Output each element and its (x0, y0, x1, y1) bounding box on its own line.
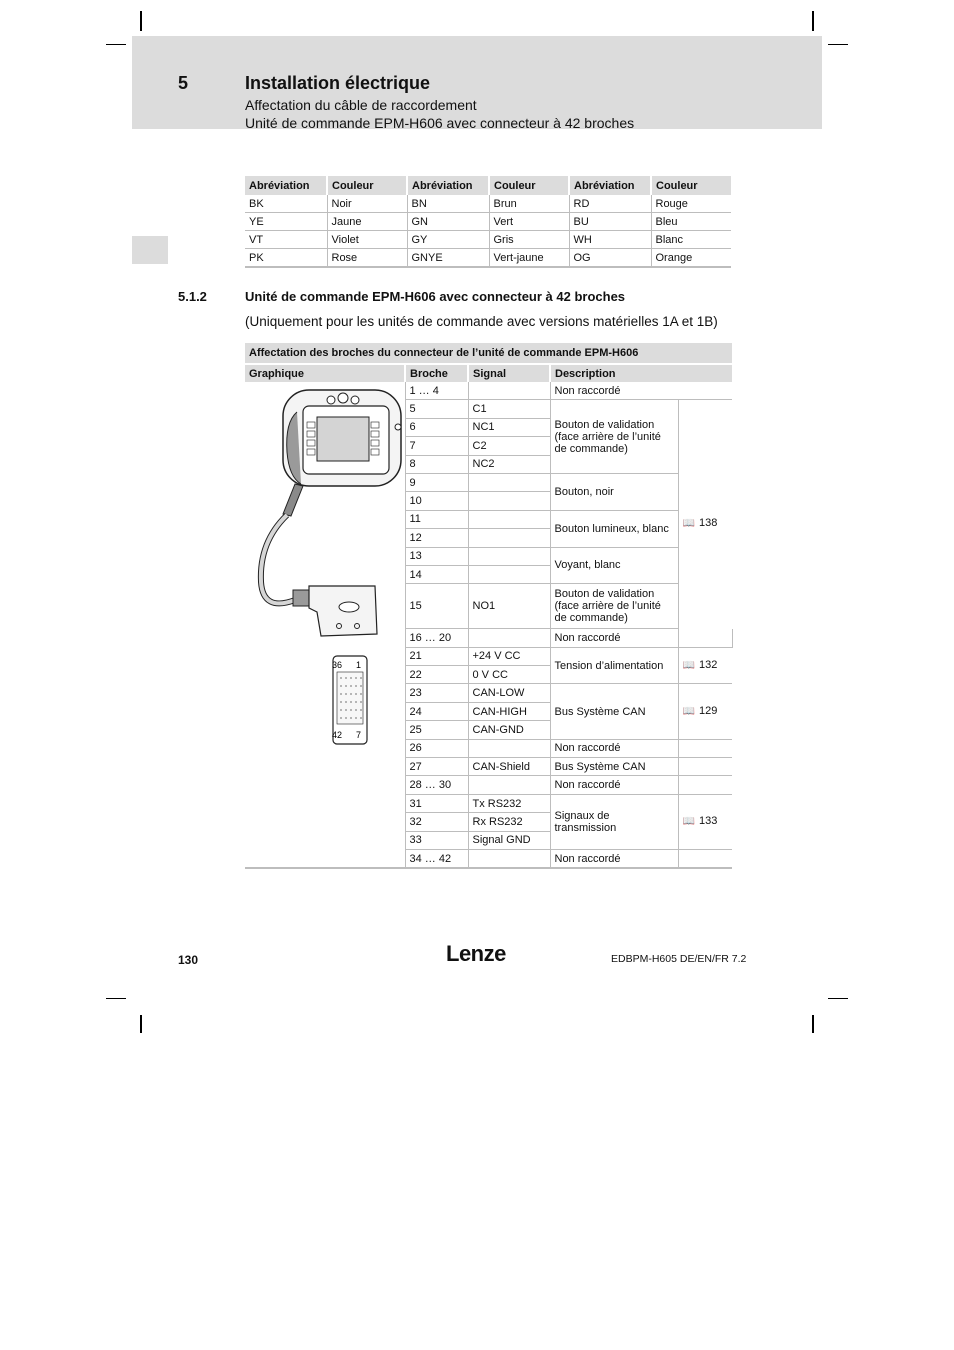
ref-cell (678, 758, 732, 776)
signal-cell: CAN-HIGH (468, 702, 550, 720)
pin-cell: 15 (405, 584, 468, 629)
table-row (245, 195, 731, 213)
crop-mark (828, 44, 848, 45)
pin-cell: 34 … 42 (405, 849, 468, 868)
page-ref: 133 (698, 815, 718, 828)
section-note: (Uniquement pour les unités de commande avec versions matérielles 1A et 1B) (245, 314, 718, 329)
page-ref: 138 (698, 517, 718, 530)
table-cell: Jaune (327, 213, 407, 231)
crop-mark (140, 1015, 142, 1033)
chapter-title: Installation électrique (245, 73, 431, 93)
ref-cell (678, 684, 732, 739)
pin-cell: 1 … 4 (405, 382, 468, 400)
description-cell: Non raccordé (550, 739, 678, 757)
description-cell: Bus Système CAN (550, 684, 678, 739)
signal-cell: Rx RS232 (468, 813, 550, 831)
signal-cell (468, 473, 550, 491)
pin-cell: 26 (405, 739, 468, 757)
crop-mark (106, 44, 126, 45)
side-tab (132, 236, 168, 264)
subtitle-1: Affectation du câble de raccordement (245, 97, 477, 113)
description-cell: Bouton de validation (face arrière de l’unité de commande) (550, 400, 678, 474)
header-cell: Abréviation (407, 176, 489, 195)
graphic-cell (245, 382, 405, 868)
ref-cell (678, 647, 732, 684)
table-cell: YE (245, 213, 327, 231)
signal-cell: CAN-LOW (468, 684, 550, 702)
table-cell: PK (245, 249, 327, 268)
signal-cell (468, 565, 550, 583)
lenze-logo: Lenze (446, 941, 506, 966)
pin-cell: 32 (405, 813, 468, 831)
pin-cell: 12 (405, 529, 468, 547)
description-cell: Bouton lumineux, blanc (550, 510, 678, 547)
pin-cell: 11 (405, 510, 468, 528)
ref-cell (678, 849, 732, 868)
description-cell: Bus Système CAN (550, 758, 678, 776)
signal-cell: NO1 (468, 584, 550, 629)
header-description: Description (550, 364, 732, 382)
description-cell: Voyant, blanc (550, 547, 678, 584)
table-cell: BU (569, 213, 651, 231)
table-row (245, 231, 731, 249)
pin-assignment-table (245, 343, 732, 869)
table-header-row (245, 364, 732, 382)
table-row (245, 382, 732, 400)
signal-cell: NC2 (468, 455, 550, 473)
table-cell: Violet (327, 231, 407, 249)
book-icon: 📖 (682, 660, 695, 672)
book-icon: 📖 (682, 706, 695, 718)
signal-cell (468, 382, 550, 400)
table-cell: Rose (327, 249, 407, 268)
table-caption-row (245, 343, 732, 364)
subtitle-2: Unité de commande EPM-H606 avec connecteur à 42 broches (245, 115, 635, 131)
signal-cell: Signal GND (468, 831, 550, 849)
table-header-row (245, 176, 731, 195)
signal-cell (468, 547, 550, 565)
table-cell: RD (569, 195, 651, 213)
pin-cell: 6 (405, 418, 468, 436)
page-ref: 129 (698, 705, 718, 718)
pin-cell: 13 (405, 547, 468, 565)
table-cell: WH (569, 231, 651, 249)
description-cell: Signaux de transmission (550, 794, 678, 849)
ref-cell (678, 382, 732, 400)
table-cell: GNYE (407, 249, 489, 268)
table-cell: OG (569, 249, 651, 268)
table-row (245, 213, 731, 231)
table-cell: Noir (327, 195, 407, 213)
description-cell: Bouton de validation (face arrière de l’unité de commande) (550, 584, 678, 629)
ref-cell (678, 776, 732, 794)
pin-cell: 33 (405, 831, 468, 849)
crop-mark (140, 11, 142, 31)
table-cell: Bleu (651, 213, 731, 231)
pin-cell: 24 (405, 702, 468, 720)
description-cell: Non raccordé (550, 776, 678, 794)
table-cell: BN (407, 195, 489, 213)
pin-cell: 14 (405, 565, 468, 583)
header-broche: Broche (405, 364, 468, 382)
pin-label: 36 (332, 660, 343, 670)
table-cell: Gris (489, 231, 569, 249)
pin-cell: 22 (405, 666, 468, 684)
pendant-device-graphic (245, 382, 405, 740)
table-cell: BK (245, 195, 327, 213)
table-cell: Vert-jaune (489, 249, 569, 268)
signal-cell: C2 (468, 437, 550, 455)
description-cell: Tension d’alimentation (550, 647, 678, 684)
pin-label: 42 (332, 730, 343, 740)
description-cell: Bouton, noir (550, 473, 678, 510)
pin-cell: 10 (405, 492, 468, 510)
ref-cell (678, 794, 732, 849)
crop-mark (828, 998, 848, 999)
section-title: Unité de commande EPM-H606 avec connecteur à 42 broches (245, 289, 626, 304)
ref-cell (678, 400, 732, 647)
table-cell: VT (245, 231, 327, 249)
ref-cell (678, 739, 732, 757)
crop-mark (812, 11, 814, 31)
signal-cell (468, 492, 550, 510)
pin-cell: 9 (405, 473, 468, 491)
signal-cell (468, 510, 550, 528)
crop-mark (106, 998, 126, 999)
abbreviation-table (245, 176, 731, 268)
signal-cell (468, 629, 550, 647)
table-cell: Vert (489, 213, 569, 231)
pin-cell: 5 (405, 400, 468, 418)
section-number: 5.1.2 (178, 289, 207, 304)
table-cell: Rouge (651, 195, 731, 213)
table-cell: Blanc (651, 231, 731, 249)
pin-cell: 25 (405, 721, 468, 739)
table-cell: GN (407, 213, 489, 231)
signal-cell: C1 (468, 400, 550, 418)
table-cell: Orange (651, 249, 731, 268)
signal-cell: NC1 (468, 418, 550, 436)
description-cell: Non raccordé (550, 382, 678, 400)
table-row (245, 249, 731, 268)
pin-cell: 31 (405, 794, 468, 812)
table-cell: Brun (489, 195, 569, 213)
chapter-number: 5 (178, 73, 189, 93)
signal-cell: CAN-GND (468, 721, 550, 739)
signal-cell (468, 739, 550, 757)
signal-cell: CAN-Shield (468, 758, 550, 776)
signal-cell: Tx RS232 (468, 794, 550, 812)
crop-mark (812, 1015, 814, 1033)
header-cell: Abréviation (569, 176, 651, 195)
book-icon: 📖 (682, 816, 695, 828)
pin-cell: 23 (405, 684, 468, 702)
signal-cell: +24 V CC (468, 647, 550, 665)
pin-cell: 7 (405, 437, 468, 455)
signal-cell (468, 776, 550, 794)
signal-cell: 0 V CC (468, 666, 550, 684)
header-cell: Abréviation (245, 176, 327, 195)
page-number: 130 (178, 953, 199, 967)
description-cell: Non raccordé (550, 849, 678, 868)
pin-cell: 16 … 20 (405, 629, 468, 647)
pin-cell: 27 (405, 758, 468, 776)
header-cell: Couleur (327, 176, 407, 195)
table-caption: Affectation des broches du connecteur de l’unité de commande EPM-H606 (245, 343, 732, 364)
table-cell: GY (407, 231, 489, 249)
book-icon: 📖 (682, 518, 695, 530)
header-signal: Signal (468, 364, 550, 382)
pin-label: 7 (356, 730, 362, 740)
pin-cell: 28 … 30 (405, 776, 468, 794)
pin-cell: 21 (405, 647, 468, 665)
header-cell: Couleur (651, 176, 731, 195)
header-cell: Couleur (489, 176, 569, 195)
description-cell: Non raccordé (550, 629, 678, 647)
header-graphique: Graphique (245, 364, 405, 382)
signal-cell (468, 849, 550, 868)
pin-cell: 8 (405, 455, 468, 473)
document-reference: EDBPM-H605 DE/EN/FR 7.2 (611, 953, 747, 965)
signal-cell (468, 529, 550, 547)
pin-label: 1 (356, 660, 362, 670)
page-ref: 132 (698, 659, 718, 672)
